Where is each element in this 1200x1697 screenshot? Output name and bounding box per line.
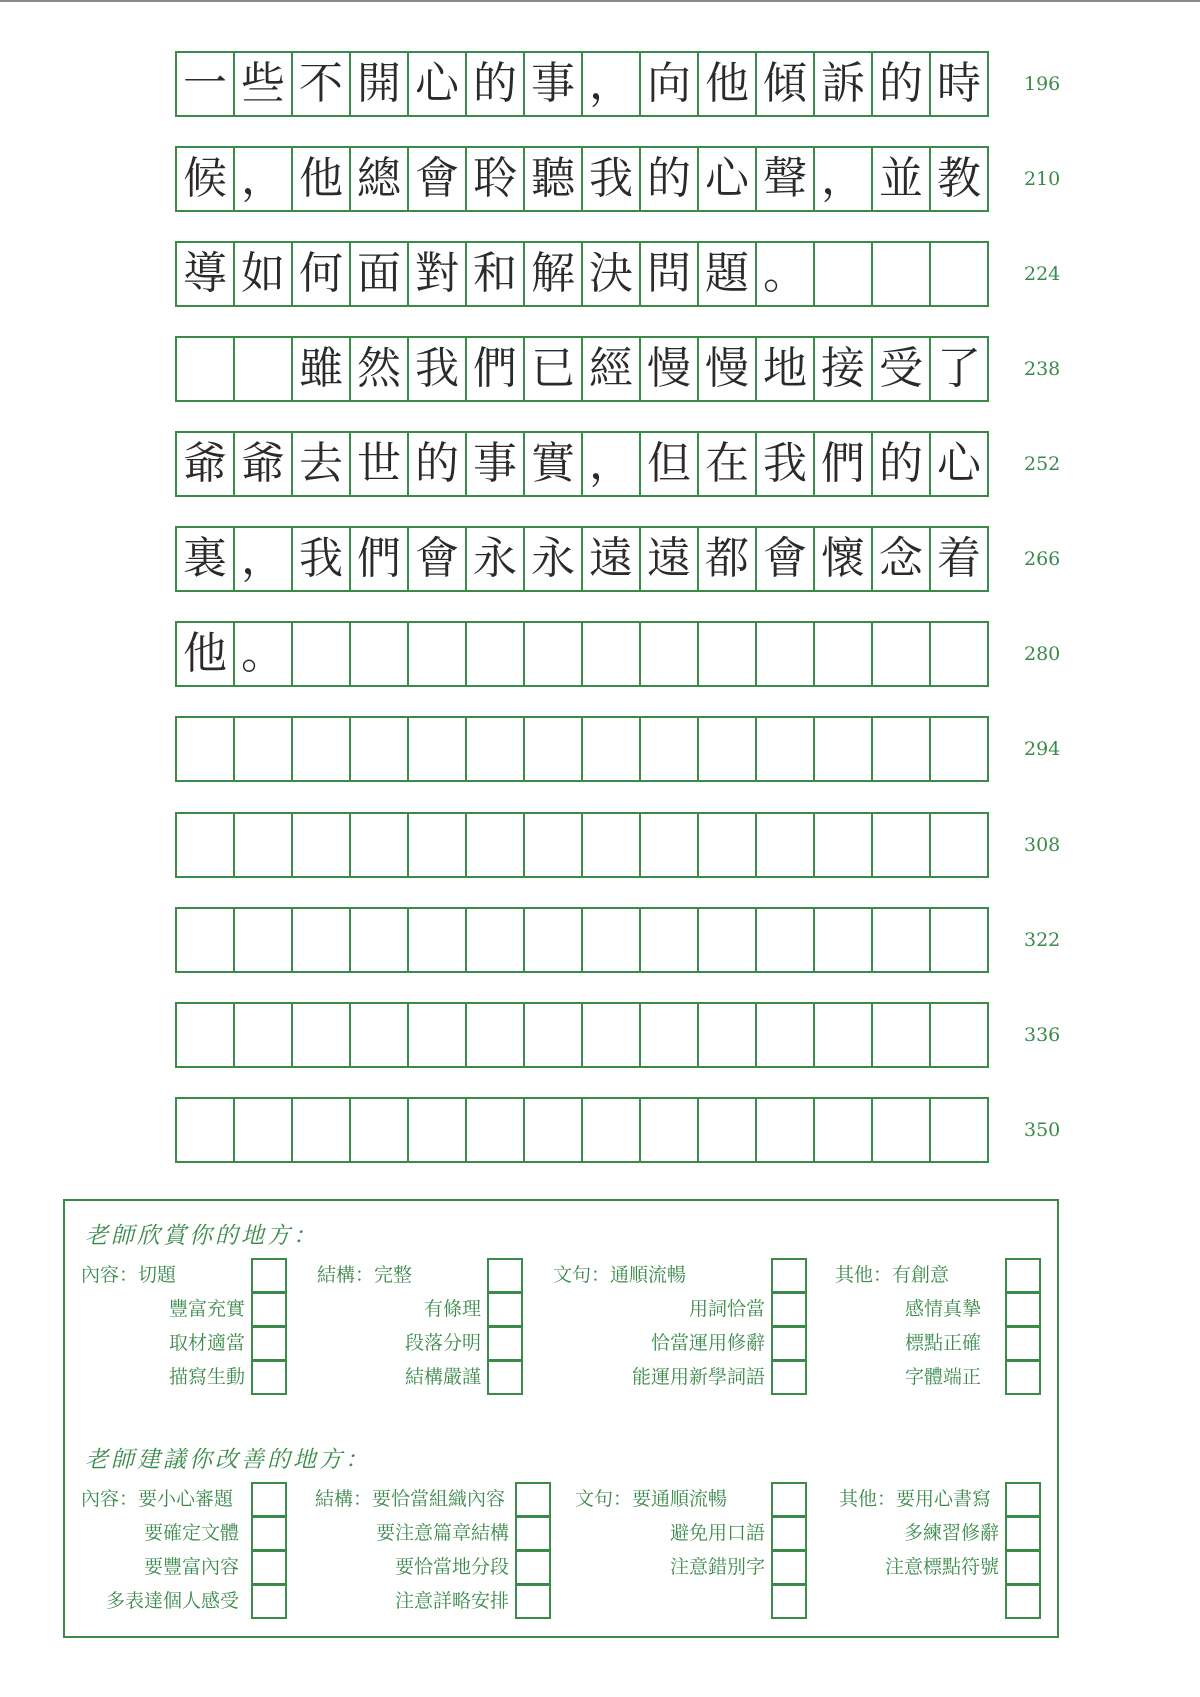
grid-cell: 我 xyxy=(407,336,467,402)
grid-cell xyxy=(523,621,583,687)
grid-cell: 會 xyxy=(755,526,815,592)
grid-cell: 地 xyxy=(755,336,815,402)
feedback-panel xyxy=(63,1199,1059,1638)
grid-cell xyxy=(755,716,815,782)
grid-cell xyxy=(291,716,351,782)
grid-cell xyxy=(871,812,931,878)
grid-cell: 的 xyxy=(465,51,525,117)
grid-cell xyxy=(929,241,989,307)
checkbox[interactable] xyxy=(1005,1360,1041,1395)
checklist-item-label: 標點正確 xyxy=(904,1332,981,1354)
checkbox[interactable] xyxy=(1005,1326,1041,1361)
grid-cell: 遠 xyxy=(581,526,641,592)
grid-cell xyxy=(175,1002,235,1068)
grid-cell xyxy=(523,716,583,782)
grid-cell xyxy=(639,907,699,973)
checklist-item-label: 要注意篇章結構 xyxy=(375,1522,509,1544)
grid-cell xyxy=(349,812,409,878)
checkbox[interactable] xyxy=(487,1292,523,1327)
grid-cell xyxy=(175,1097,235,1163)
grid-cell xyxy=(697,1002,757,1068)
grid-cell xyxy=(697,907,757,973)
improvement-title: 老師建議你改善的地方： xyxy=(85,1447,371,1473)
grid-cell xyxy=(697,621,757,687)
grid-cell: 們 xyxy=(349,526,409,592)
grid-cell: 面 xyxy=(349,241,409,307)
grid-cell: 在 xyxy=(697,431,757,497)
checklist-item-label: 字體端正 xyxy=(904,1366,981,1388)
grid-cell xyxy=(929,812,989,878)
row-count-label: 308 xyxy=(1024,834,1061,856)
grid-cell xyxy=(929,621,989,687)
checkbox[interactable] xyxy=(771,1258,807,1293)
checkbox[interactable] xyxy=(487,1326,523,1361)
grid-cell: 遠 xyxy=(639,526,699,592)
grid-cell xyxy=(291,812,351,878)
grid-cell xyxy=(291,621,351,687)
grid-cell xyxy=(697,812,757,878)
grid-cell xyxy=(929,716,989,782)
grid-cell xyxy=(465,907,525,973)
grid-cell: 並 xyxy=(871,146,931,212)
grid-row xyxy=(175,336,989,402)
grid-cell: 爺 xyxy=(175,431,235,497)
checklist-item-label: 避免用口語 xyxy=(669,1522,765,1544)
grid-cell xyxy=(697,1097,757,1163)
grid-cell xyxy=(581,621,641,687)
row-count-label: 294 xyxy=(1024,738,1061,760)
checklist-item-label: 要豐富內容 xyxy=(143,1556,239,1578)
checklist-item-label: 多表達個人感受 xyxy=(105,1590,239,1612)
grid-cell xyxy=(755,812,815,878)
grid-cell: ， xyxy=(581,431,641,497)
grid-cell: 去 xyxy=(291,431,351,497)
grid-cell xyxy=(813,907,873,973)
grid-cell xyxy=(929,907,989,973)
grid-cell: 我 xyxy=(755,431,815,497)
checklist-item-label: 豐富充實 xyxy=(168,1298,245,1320)
grid-cell: 如 xyxy=(233,241,293,307)
grid-row xyxy=(175,1097,989,1163)
checklist-item-label: 注意標點符號 xyxy=(884,1556,999,1578)
grid-cell: ， xyxy=(581,51,641,117)
grid-cell: 不 xyxy=(291,51,351,117)
grid-cell: 了 xyxy=(929,336,989,402)
grid-cell xyxy=(175,336,235,402)
grid-cell: 的 xyxy=(871,51,931,117)
grid-row xyxy=(175,146,989,212)
grid-cell: 雖 xyxy=(291,336,351,402)
grid-cell xyxy=(581,812,641,878)
checklist-item-label: 取材適當 xyxy=(168,1332,245,1354)
grid-cell: 懷 xyxy=(813,526,873,592)
grid-cell xyxy=(407,812,467,878)
grid-cell xyxy=(465,716,525,782)
grid-cell: 爺 xyxy=(233,431,293,497)
grid-cell: 候 xyxy=(175,146,235,212)
checklist-item-label: 要恰當地分段 xyxy=(394,1556,509,1578)
row-count-label: 238 xyxy=(1024,358,1061,380)
grid-cell xyxy=(407,907,467,973)
grid-cell xyxy=(291,1002,351,1068)
checkbox[interactable] xyxy=(515,1482,551,1517)
row-count-label: 252 xyxy=(1024,453,1061,475)
grid-cell: 裏 xyxy=(175,526,235,592)
grid-cell xyxy=(929,1097,989,1163)
grid-cell xyxy=(639,621,699,687)
grid-cell: 事 xyxy=(523,51,583,117)
grid-cell xyxy=(581,1097,641,1163)
grid-cell: 些 xyxy=(233,51,293,117)
checklist-item-label: 用詞恰當 xyxy=(688,1298,765,1320)
grid-cell xyxy=(523,1097,583,1163)
scan-edge-line xyxy=(0,0,1200,2)
grid-cell: 開 xyxy=(349,51,409,117)
checklist-item-label: 恰當運用修辭 xyxy=(650,1332,765,1354)
checklist-item-label: 注意詳略安排 xyxy=(394,1590,509,1612)
grid-cell: 都 xyxy=(697,526,757,592)
grid-cell: 心 xyxy=(929,431,989,497)
checklist-heading: 內容：要小心審題 xyxy=(81,1488,234,1510)
grid-cell: 經 xyxy=(581,336,641,402)
grid-cell: 傾 xyxy=(755,51,815,117)
grid-cell xyxy=(175,907,235,973)
grid-cell xyxy=(349,1097,409,1163)
grid-cell: 世 xyxy=(349,431,409,497)
grid-cell xyxy=(349,907,409,973)
grid-cell: 慢 xyxy=(697,336,757,402)
row-count-label: 196 xyxy=(1024,73,1061,95)
grid-cell xyxy=(755,1097,815,1163)
grid-cell: 他 xyxy=(291,146,351,212)
grid-cell xyxy=(639,1097,699,1163)
row-count-label: 322 xyxy=(1024,929,1061,951)
grid-cell: 受 xyxy=(871,336,931,402)
row-count-label: 224 xyxy=(1024,263,1061,285)
grid-cell: 們 xyxy=(813,431,873,497)
grid-cell: ， xyxy=(233,526,293,592)
grid-cell xyxy=(697,716,757,782)
grid-cell: 然 xyxy=(349,336,409,402)
row-count-label: 280 xyxy=(1024,643,1061,665)
grid-cell xyxy=(813,621,873,687)
checkbox[interactable] xyxy=(771,1482,807,1517)
checkbox[interactable] xyxy=(487,1360,523,1395)
checkbox[interactable] xyxy=(1005,1584,1041,1619)
grid-cell xyxy=(523,812,583,878)
grid-cell xyxy=(813,812,873,878)
grid-cell: 一 xyxy=(175,51,235,117)
grid-cell xyxy=(291,907,351,973)
grid-cell: 對 xyxy=(407,241,467,307)
grid-cell: 和 xyxy=(465,241,525,307)
grid-cell: 接 xyxy=(813,336,873,402)
grid-cell xyxy=(175,716,235,782)
grid-cell: 導 xyxy=(175,241,235,307)
grid-cell: 訴 xyxy=(813,51,873,117)
checklist-item-label: 能運用新學詞語 xyxy=(631,1366,765,1388)
checklist-item-label: 結構嚴謹 xyxy=(404,1366,481,1388)
grid-cell xyxy=(233,336,293,402)
checkbox[interactable] xyxy=(1005,1516,1041,1551)
grid-cell xyxy=(233,716,293,782)
grid-row xyxy=(175,526,989,592)
grid-cell: 的 xyxy=(407,431,467,497)
grid-cell xyxy=(871,621,931,687)
checkbox[interactable] xyxy=(251,1258,287,1293)
grid-cell: 永 xyxy=(465,526,525,592)
checklist-item-label: 有條理 xyxy=(423,1298,481,1320)
checklist-heading: 其他：有創意 xyxy=(835,1264,950,1286)
checklist-item-label: 多練習修辭 xyxy=(903,1522,999,1544)
grid-cell xyxy=(233,1002,293,1068)
grid-cell: ， xyxy=(813,146,873,212)
grid-cell xyxy=(639,716,699,782)
grid-cell: 何 xyxy=(291,241,351,307)
grid-cell xyxy=(755,1002,815,1068)
checkbox[interactable] xyxy=(251,1482,287,1517)
grid-cell: 聲 xyxy=(755,146,815,212)
checklist-heading: 其他：要用心書寫 xyxy=(839,1488,992,1510)
grid-cell: 總 xyxy=(349,146,409,212)
grid-cell: 他 xyxy=(175,621,235,687)
grid-cell: 但 xyxy=(639,431,699,497)
checklist-item-label: 要確定文體 xyxy=(143,1522,239,1544)
grid-row xyxy=(175,431,989,497)
checkbox[interactable] xyxy=(1005,1482,1041,1517)
grid-cell: 題 xyxy=(697,241,757,307)
grid-cell: 心 xyxy=(407,51,467,117)
grid-cell xyxy=(349,621,409,687)
grid-cell: 聆 xyxy=(465,146,525,212)
grid-cell xyxy=(813,1097,873,1163)
grid-row xyxy=(175,621,989,687)
checkbox[interactable] xyxy=(1005,1550,1041,1585)
checklist-heading: 文句：要通順流暢 xyxy=(575,1488,728,1510)
grid-cell xyxy=(291,1097,351,1163)
grid-cell: 我 xyxy=(291,526,351,592)
grid-cell: 。 xyxy=(233,621,293,687)
row-count-label: 336 xyxy=(1024,1024,1061,1046)
checkbox[interactable] xyxy=(251,1516,287,1551)
grid-cell: 永 xyxy=(523,526,583,592)
grid-row xyxy=(175,907,989,973)
grid-cell xyxy=(813,1002,873,1068)
grid-cell xyxy=(407,1097,467,1163)
row-count-label: 350 xyxy=(1024,1119,1061,1141)
grid-cell: 會 xyxy=(407,146,467,212)
grid-cell xyxy=(581,716,641,782)
grid-cell: 的 xyxy=(871,431,931,497)
checklist-item-label: 注意錯別字 xyxy=(669,1556,765,1578)
grid-cell xyxy=(871,716,931,782)
checkbox[interactable] xyxy=(515,1584,551,1619)
checklist-item-label: 感情真摯 xyxy=(904,1298,981,1320)
grid-cell xyxy=(929,1002,989,1068)
grid-cell: 念 xyxy=(871,526,931,592)
grid-cell: 他 xyxy=(697,51,757,117)
grid-cell xyxy=(755,907,815,973)
grid-cell xyxy=(407,716,467,782)
grid-cell: 的 xyxy=(639,146,699,212)
checklist-heading: 文句：通順流暢 xyxy=(553,1264,687,1286)
grid-cell: 心 xyxy=(697,146,757,212)
grid-cell xyxy=(465,1002,525,1068)
grid-cell xyxy=(233,812,293,878)
grid-cell xyxy=(407,1002,467,1068)
grid-cell xyxy=(871,1097,931,1163)
grid-cell: 我 xyxy=(581,146,641,212)
appreciation-title: 老師欣賞你的地方： xyxy=(85,1223,319,1249)
grid-cell: 事 xyxy=(465,431,525,497)
row-count-label: 210 xyxy=(1024,168,1061,190)
grid-cell xyxy=(349,1002,409,1068)
checklist-heading: 結構：要恰當組織內容 xyxy=(315,1488,506,1510)
grid-cell xyxy=(639,812,699,878)
grid-cell xyxy=(175,812,235,878)
grid-cell xyxy=(523,1002,583,1068)
grid-cell xyxy=(407,621,467,687)
grid-cell: 。 xyxy=(755,241,815,307)
checklist-item-label: 描寫生動 xyxy=(168,1366,245,1388)
grid-cell: ， xyxy=(233,146,293,212)
grid-cell: 解 xyxy=(523,241,583,307)
grid-cell xyxy=(233,907,293,973)
grid-cell xyxy=(813,241,873,307)
checkbox[interactable] xyxy=(487,1258,523,1293)
checklist-item-label: 段落分明 xyxy=(404,1332,481,1354)
grid-cell xyxy=(349,716,409,782)
grid-cell xyxy=(581,1002,641,1068)
grid-row xyxy=(175,241,989,307)
grid-cell: 已 xyxy=(523,336,583,402)
grid-cell: 時 xyxy=(929,51,989,117)
grid-cell: 決 xyxy=(581,241,641,307)
grid-cell xyxy=(233,1097,293,1163)
grid-row xyxy=(175,51,989,117)
checklist-heading: 結構：完整 xyxy=(317,1264,413,1286)
checkbox[interactable] xyxy=(251,1584,287,1619)
checkbox[interactable] xyxy=(1005,1292,1041,1327)
grid-cell xyxy=(871,241,931,307)
grid-row xyxy=(175,716,989,782)
grid-cell: 聽 xyxy=(523,146,583,212)
checkbox[interactable] xyxy=(771,1584,807,1619)
grid-cell: 問 xyxy=(639,241,699,307)
grid-cell: 慢 xyxy=(639,336,699,402)
checklist-heading: 內容：切題 xyxy=(81,1264,177,1286)
grid-row xyxy=(175,1002,989,1068)
checkbox[interactable] xyxy=(1005,1258,1041,1293)
grid-cell xyxy=(523,907,583,973)
grid-cell xyxy=(465,621,525,687)
grid-cell xyxy=(465,812,525,878)
grid-cell xyxy=(465,1097,525,1163)
grid-cell: 實 xyxy=(523,431,583,497)
row-count-label: 266 xyxy=(1024,548,1061,570)
checkbox[interactable] xyxy=(251,1550,287,1585)
grid-cell: 教 xyxy=(929,146,989,212)
grid-cell: 會 xyxy=(407,526,467,592)
grid-cell: 們 xyxy=(465,336,525,402)
grid-row xyxy=(175,812,989,878)
grid-cell xyxy=(581,907,641,973)
grid-cell xyxy=(755,621,815,687)
grid-cell xyxy=(871,907,931,973)
grid-cell: 向 xyxy=(639,51,699,117)
grid-cell: 着 xyxy=(929,526,989,592)
grid-cell xyxy=(639,1002,699,1068)
grid-cell xyxy=(813,716,873,782)
grid-cell xyxy=(871,1002,931,1068)
